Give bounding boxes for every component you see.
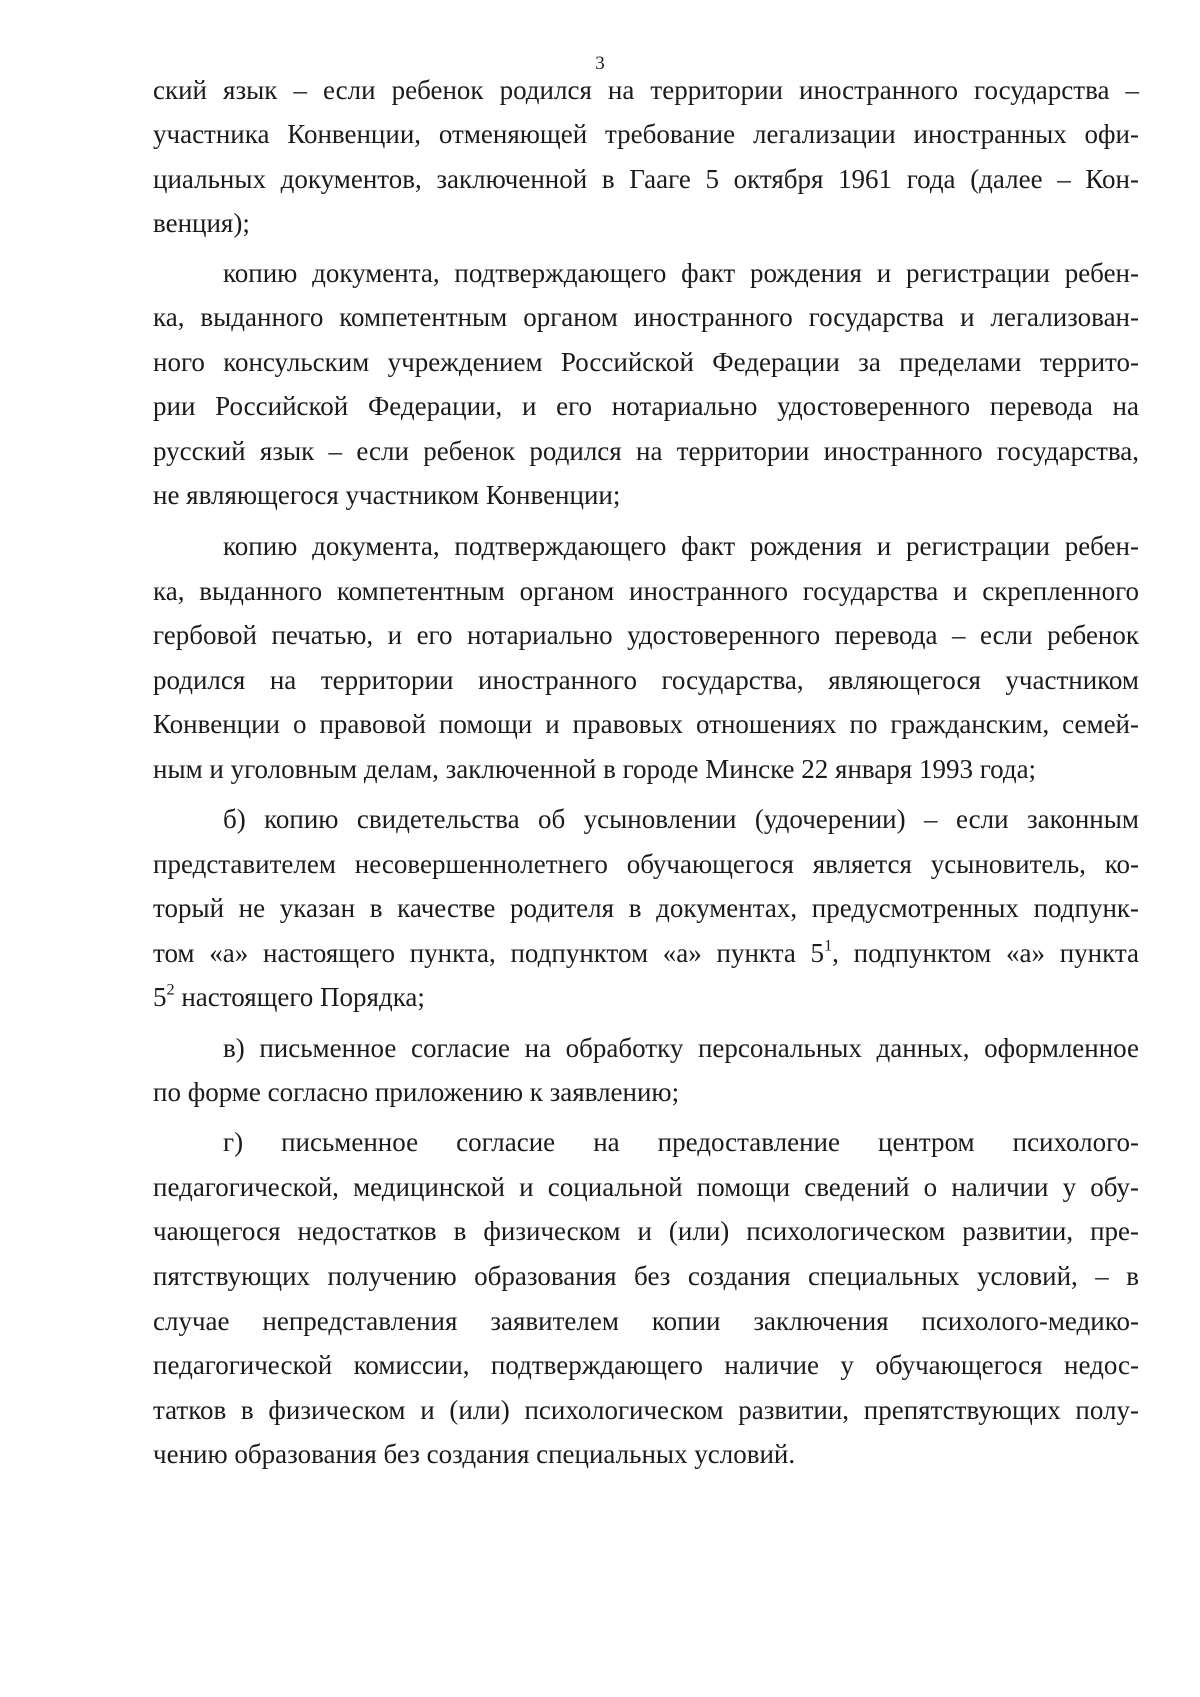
superscript: 2 (166, 980, 175, 999)
text-line: татков в физическом и (или) психологическом развитии, препятствующих полу- (153, 1395, 1139, 1425)
text-fragment: , подпунктом «а» пункта (832, 938, 1139, 968)
superscript: 1 (824, 936, 833, 955)
text-line: чению образования без создания специальных условий. (153, 1439, 796, 1469)
text-fragment: том «а» настоящего пункта, подпунктом «а» пункта 5 (153, 938, 825, 968)
paragraph-first-line: б) копию свидетельства об усыновлении (удочерении) – если законным (223, 804, 1139, 834)
text-line: родился на территории иностранного государства, являющегося участником (153, 665, 1139, 695)
text-line: педагогической комиссии, подтверждающего наличие у обучающегося недос- (153, 1350, 1139, 1380)
paragraph-first-line: копию документа, подтверждающего факт рождения и регистрации ребен- (223, 531, 1139, 561)
text-line: венция); (153, 208, 250, 238)
paragraph-first-line: копию документа, подтверждающего факт рождения и регистрации ребен- (223, 258, 1139, 288)
text-line: Конвенции о правовой помощи и правовых отношениях по гражданским, семей- (153, 709, 1139, 739)
paragraph-first-line: г) письменное согласие на предоставление центром психолого- (223, 1127, 1139, 1157)
text-line: русский язык – если ребенок родился на территории иностранного государства, (153, 436, 1139, 466)
page-number: 3 (595, 53, 605, 74)
text-line: не являющегося участником Конвенции; (153, 480, 621, 510)
text-line: ка, выданного компетентным органом иностранного государства и легализован- (153, 302, 1139, 332)
text-line: чающегося недостатков в физическом и (или) психологическом развитии, пре- (153, 1216, 1139, 1246)
text-line: случае непредставления заявителем копии заключения психолого-медико- (153, 1306, 1139, 1336)
text-fragment: настоящего Порядка; (174, 982, 425, 1012)
text-line: ного консульским учреждением Российской Федерации за пределами террито- (153, 347, 1139, 377)
text-line: циальных документов, заключенной в Гааге 5 октября 1961 года (далее – Кон- (153, 164, 1139, 194)
text-line: рии Российской Федерации, и его нотариально удостоверенного перевода на (153, 391, 1139, 421)
text-line: педагогической, медицинской и социальной помощи сведений о наличии у обу- (153, 1172, 1139, 1202)
text-line: ский язык – если ребенок родился на территории иностранного государства – (153, 75, 1139, 105)
text-fragment: 5 (153, 982, 167, 1012)
text-line: пятствующих получению образования без создания специальных условий, – в (153, 1261, 1139, 1291)
text-line-with-superscript (153, 979, 1139, 1015)
text-line: ка, выданного компетентным органом иностранного государства и скрепленного (153, 576, 1139, 606)
paragraph-first-line: в) письменное согласие на обработку персональных данных, оформленное (223, 1033, 1139, 1063)
text-line: торый не указан в качестве родителя в документах, предусмотренных подпунк- (153, 893, 1139, 923)
text-line: по форме согласно приложению к заявлению; (153, 1077, 680, 1107)
text-line: ным и уголовным делам, заключенной в городе Минске 22 января 1993 года; (153, 754, 1037, 784)
text-line: представителем несовершеннолетнего обучающегося является усыновитель, ко- (153, 849, 1139, 879)
text-line-with-superscript (153, 935, 1139, 971)
text-line: гербовой печатью, и его нотариально удостоверенного перевода – если ребенок (153, 620, 1139, 650)
text-line: участника Конвенции, отменяющей требование легализации иностранных офи- (153, 119, 1139, 149)
